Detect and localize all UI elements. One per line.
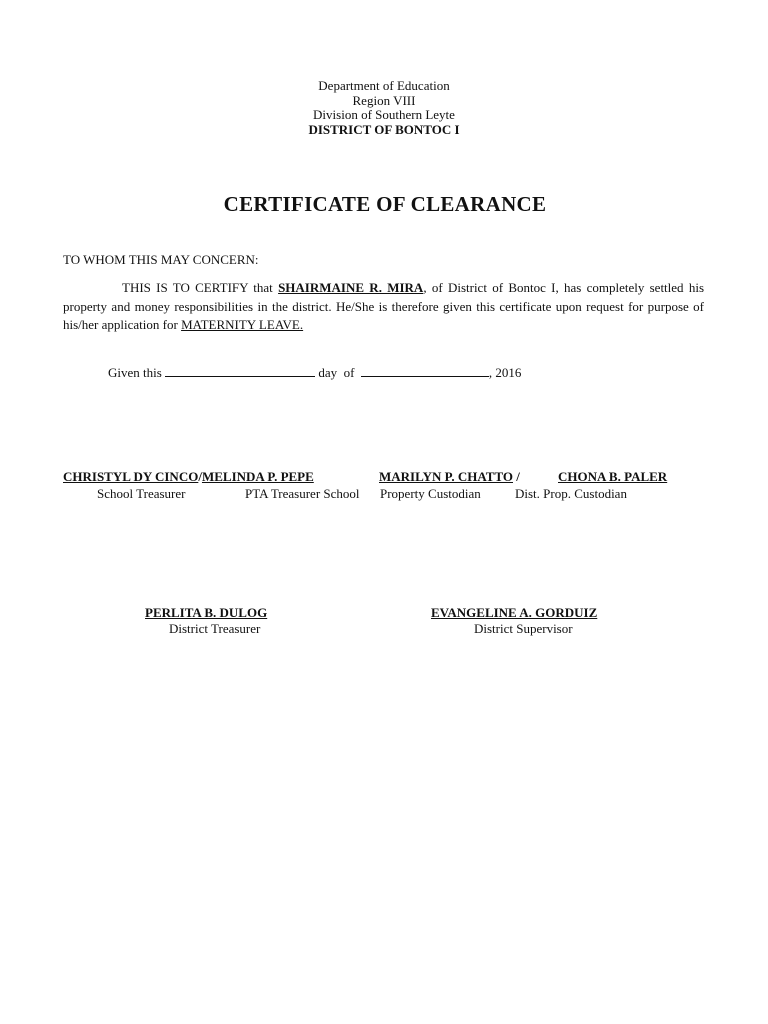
letterhead-district: DISTRICT OF BONTOC I	[308, 121, 460, 137]
signatory-role-property-custodian: Property Custodian	[380, 486, 481, 501]
certification-paragraph	[63, 279, 704, 335]
document-title: CERTIFICATE OF CLEARANCE	[223, 192, 547, 216]
body-part2: , of District of Bontoc I, has completely settled his property and money responsibilities in the district. He/She is therefore given this certificate upon request for purpose of his/her application for	[63, 280, 704, 332]
signatory-name-property-custodian: MARILYN P. CHATTO	[379, 469, 513, 484]
signatory-separator: /	[198, 469, 202, 484]
letterhead	[0, 79, 768, 137]
given-date-line	[108, 364, 521, 381]
given-year: , 2016	[488, 365, 522, 380]
given-prefix: Given this	[108, 365, 162, 380]
signatory-separator: /	[513, 469, 524, 484]
body-part1: THIS IS TO CERTIFY that	[122, 280, 279, 295]
given-day-label: day of	[318, 365, 355, 380]
signatory-role-school-treasurer: School Treasurer	[97, 486, 186, 501]
month-blank	[361, 364, 489, 377]
signatory-row-1	[63, 469, 314, 485]
certified-person-name: SHAIRMAINE R. MIRA	[278, 280, 424, 295]
signatory-role-district-supervisor: District Supervisor	[474, 621, 573, 636]
signatory-row-1-far-right	[558, 469, 667, 485]
signatory-name-school-treasurer: CHRISTYL DY CINCO	[63, 469, 199, 484]
signatory-name-district-treasurer: PERLITA B. DULOG	[145, 605, 268, 620]
signatory-role-district-treasurer: District Treasurer	[169, 621, 261, 636]
signatory-row-1-right	[379, 469, 523, 485]
letterhead-division: Division of Southern Leyte	[313, 107, 455, 122]
application-purpose: MATERNITY LEAVE.	[181, 317, 304, 332]
letterhead-department: Department of Education	[318, 78, 450, 93]
signatory-role-dist-prop-custodian: Dist. Prop. Custodian	[515, 486, 627, 501]
salutation: TO WHOM THIS MAY CONCERN:	[63, 252, 259, 267]
signatory-role-pta-treasurer: PTA Treasurer School	[245, 486, 360, 501]
signatory-name-district-supervisor: EVANGELINE A. GORDUIZ	[431, 605, 598, 620]
day-blank	[165, 364, 315, 377]
letterhead-region: Region VIII	[352, 92, 416, 108]
signatory-name-dist-prop-custodian: CHONA B. PALER	[558, 469, 668, 484]
signatory-name-pta-treasurer: MELINDA P. PEPE	[201, 469, 314, 484]
